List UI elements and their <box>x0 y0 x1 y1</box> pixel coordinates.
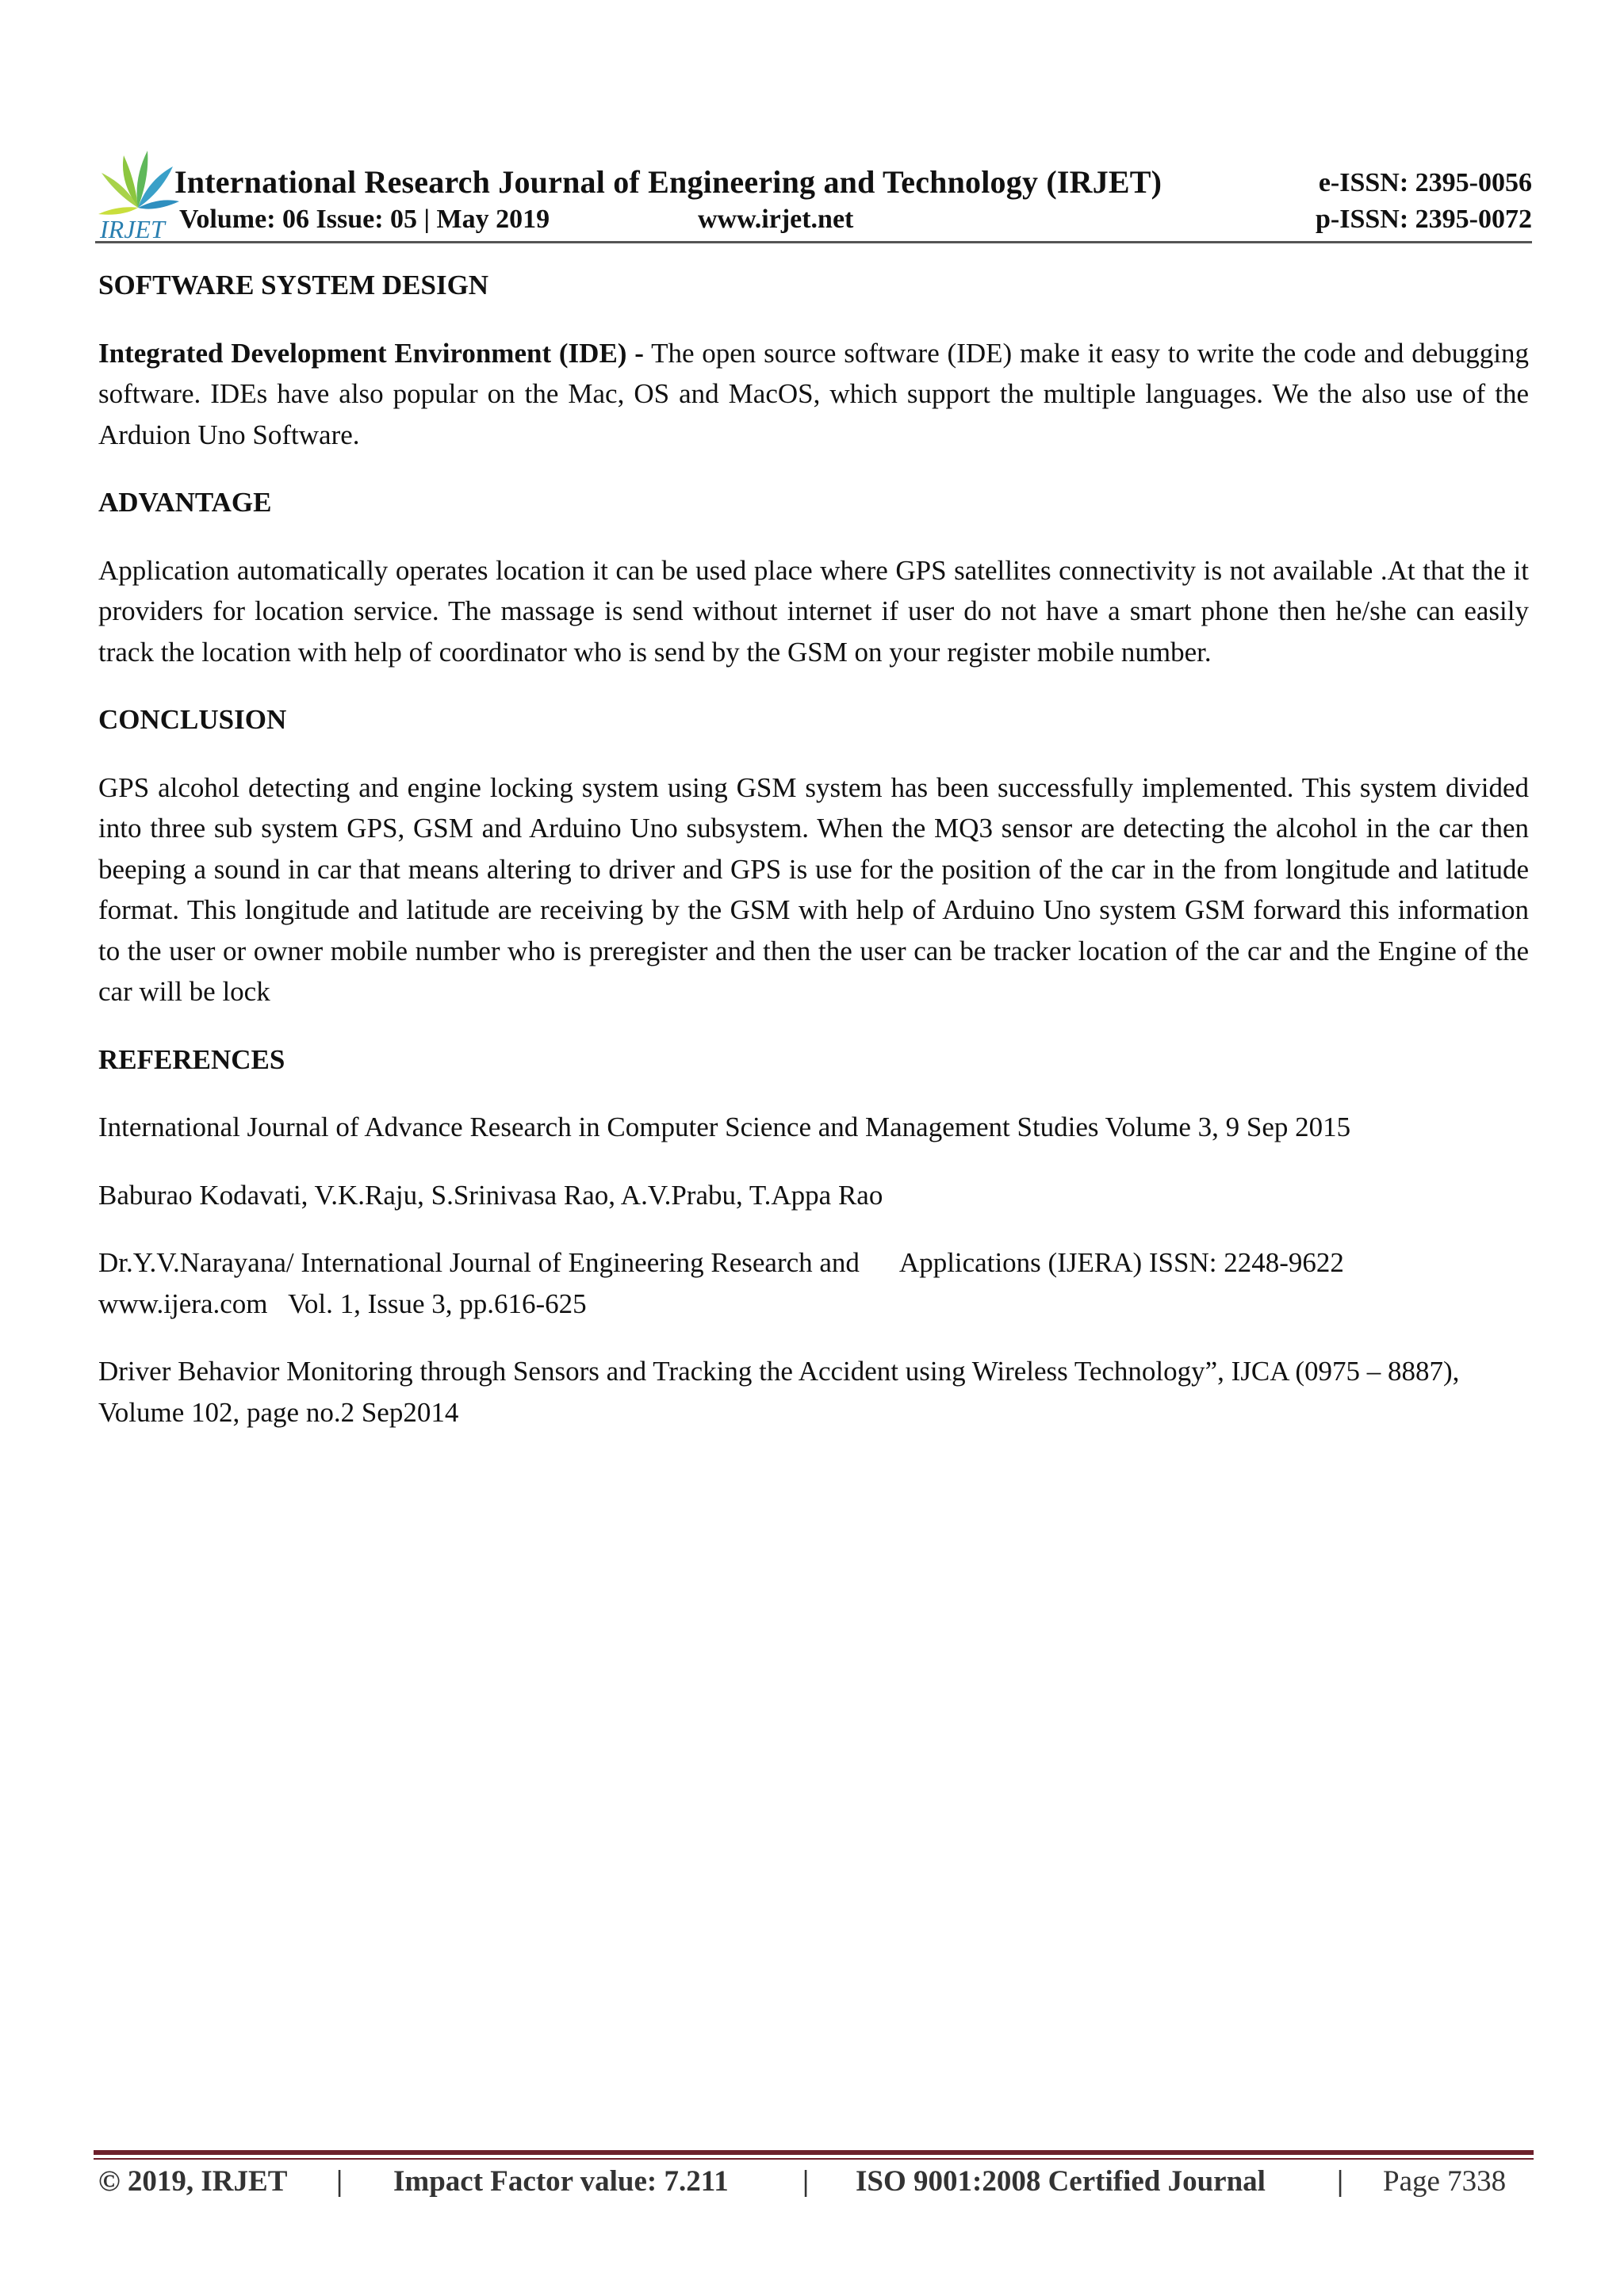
journal-website: www.irjet.net <box>698 205 854 234</box>
reference-part: Applications (IJERA) ISSN: 2248-9622 <box>898 1247 1344 1278</box>
journal-title: International Research Journal of Engineering and Technology (IRJET) <box>174 164 1162 200</box>
footer-separator: | <box>1337 2165 1344 2198</box>
reference-item: Driver Behavior Monitoring through Sensors and Tracking the Accident using Wireless Technology”, IJCA (0975 – 8887), Volume 102, page no.2 Sep2014 <box>98 1356 1460 1428</box>
p-issn: p-ISSN: 2395-0072 <box>1316 205 1532 234</box>
section-heading-conclusion: CONCLUSION <box>98 704 287 735</box>
reference-part: www.ijera.com Vol. 1, Issue 3, pp.616-625 <box>98 1288 587 1319</box>
ide-lead-term: Integrated Development Environment (IDE) - <box>98 337 644 369</box>
footer-separator: | <box>336 2165 343 2198</box>
logo-text: IRJET <box>100 215 165 241</box>
advantage-paragraph: Application automatically operates location it can be used place where GPS satellites connectivity is not available .At that the it providers for location service. The massage is send without internet if user do not have a smart phone then he/she can easily track the location with help of coordinator who is send by the GSM on your register mobile number. <box>98 554 1529 668</box>
header-divider <box>95 241 1532 243</box>
footer-separator: | <box>802 2165 810 2198</box>
software-paragraph <box>98 333 1529 456</box>
reference-part: Dr.Y.V.Narayana/ International Journal of Engineering Research and <box>98 1247 860 1278</box>
footer-iso: ISO 9001:2008 Certified Journal <box>856 2165 1266 2198</box>
footer-divider-thin <box>94 2158 1534 2160</box>
software-text: The open source software (IDE) make it easy to write the code and debugging software. IDEs have also popular on the Mac, OS and MacOS, which support the multiple languages. We the also use of the Arduion Uno Software. <box>98 337 1529 450</box>
e-issn: e-ISSN: 2395-0056 <box>1318 168 1532 197</box>
footer-impact-factor: Impact Factor value: 7.211 <box>393 2165 729 2198</box>
page-header <box>95 144 1532 246</box>
page-footer <box>98 2164 1518 2212</box>
reference-item: Baburao Kodavati, V.K.Raju, S.Srinivasa Rao, A.V.Prabu, T.Appa Rao <box>98 1179 883 1211</box>
section-heading-advantage: ADVANTAGE <box>98 487 272 518</box>
footer-divider <box>94 2150 1534 2155</box>
section-heading-references: REFERENCES <box>98 1043 285 1075</box>
volume-issue: Volume: 06 Issue: 05 | May 2019 <box>179 205 550 234</box>
irjet-logo-icon <box>95 144 181 241</box>
section-heading-software: SOFTWARE SYSTEM DESIGN <box>98 270 489 300</box>
page-content <box>98 265 1529 1460</box>
conclusion-paragraph: GPS alcohol detecting and engine locking system using GSM system has been successfully implemented. This system divided into three sub system GPS, GSM and Arduino Uno subsystem. When the MQ3 sensor are detecting the alcohol in the car then beeping a sound in car that means altering to driver and GPS is use for the position of the car in the from longitude and latitude format. This longitude and latitude are receiving by the GSM with help of Arduino Uno system GSM forward this information to the user or owner mobile number who is preregister and then the user can be tracker location of the car and the Engine of the car will be lock <box>98 771 1529 1007</box>
footer-page-number: Page 7338 <box>1383 2165 1507 2198</box>
footer-copyright: © 2019, IRJET <box>98 2165 288 2198</box>
reference-item: International Journal of Advance Research in Computer Science and Management Studies Volume 3, 9 Sep 2015 <box>98 1112 1351 1142</box>
reference-item <box>98 1242 1529 1324</box>
